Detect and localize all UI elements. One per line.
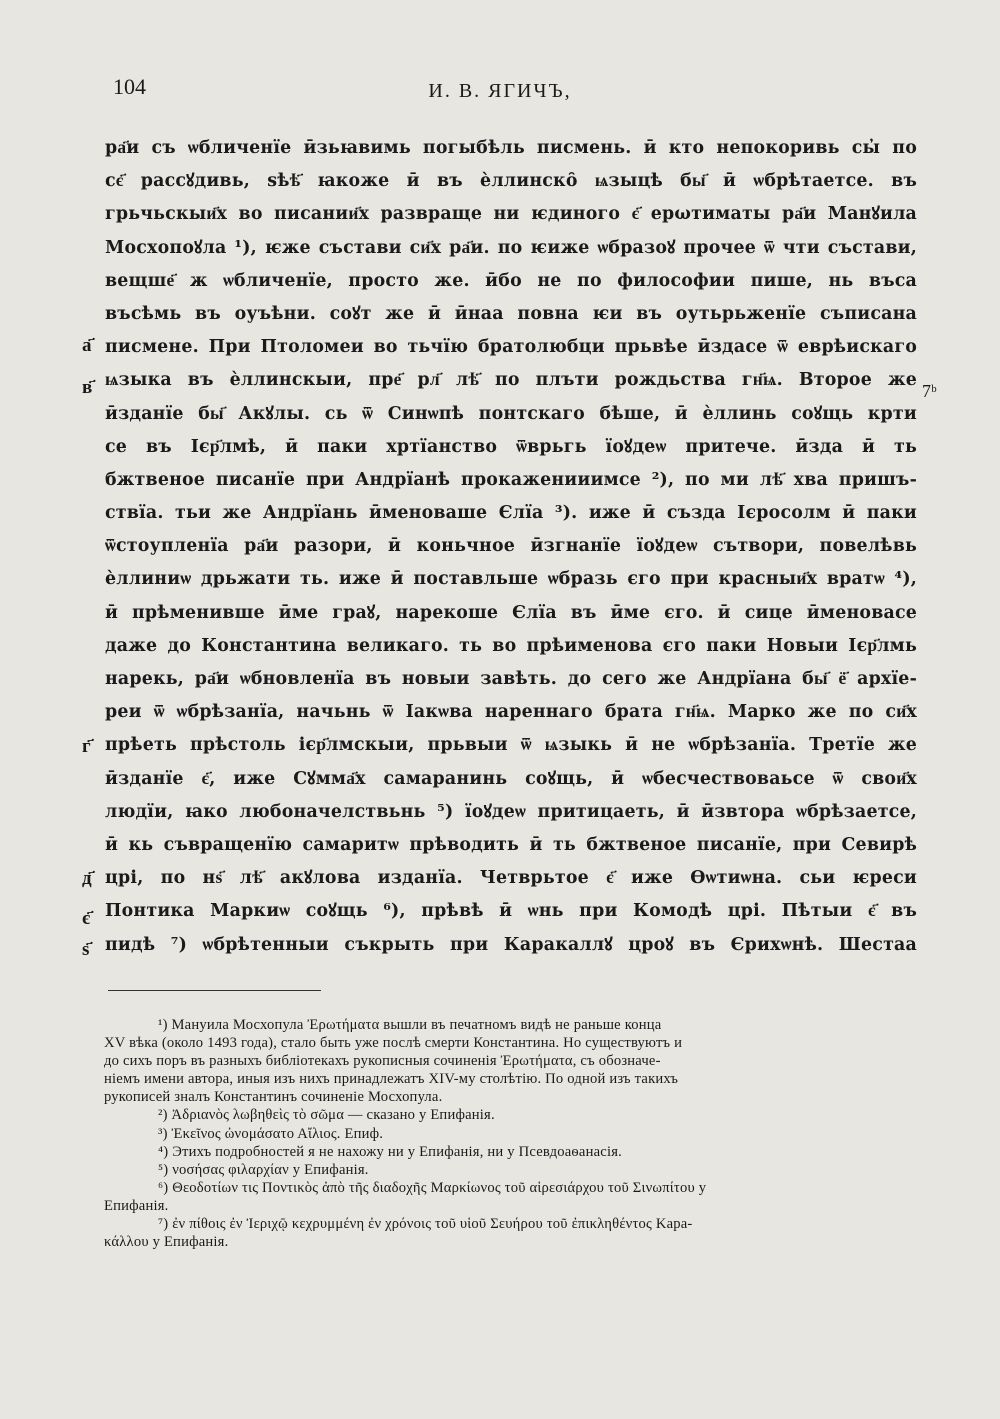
footnote-text: κάλλου у Епифанія. [104, 1234, 229, 1251]
footnote-text: Этихъ подробностей я не нахожу ни у Епифанія, ни у Псевдоаѳанасія. [172, 1143, 622, 1160]
text-line: ѩзыка въ ѐллинскыи, пре҃ рл҃ лѣ҃ по плъти рождьства гн҃ѩ. Второе же [105, 370, 917, 391]
footnote-mark: ³) [158, 1125, 168, 1142]
text-line: ӣ прѣменивше ӣме граꙋ, нарекоше Єлїа въ ӣме єго. ӣ сице ӣменовасе [105, 602, 917, 623]
margin-numeral: г҃ [82, 735, 91, 757]
footnote-2 [104, 1106, 894, 1124]
footnote-5 [104, 1161, 894, 1179]
text-line: людїи, ꙗко любоначелствьнь ⁵) їоꙋдеѡ притицаеть, ӣ ӣзвтора ѡбрѣзаетсе, [105, 801, 917, 822]
footnote-6 [104, 1179, 894, 1197]
footnotes-block [104, 1016, 894, 1251]
footnote-text: XV вѣка (около 1493 года), стало быть уже послѣ смерти Константина. Но существуютъ и [104, 1035, 683, 1052]
text-line: ӣзданїе бы҃ Акꙋлы. сь ѿ Синѡпѣ понтскаго бѣше, ӣ ѐллинь соꙋщь крти [105, 403, 917, 424]
text-line: реи ѿ ѡбрѣзанїа, начьнь ѿ Іакѡва нареннаго брата гн҃ѩ. Марко же по си҃х [105, 702, 917, 723]
footnote-text: ніемъ имени автора, иныя изъ нихъ принадлежатъ XIV-му столѣтію. По одной изъ такихъ [104, 1071, 679, 1088]
text-line: се въ Ієр҃лмѣ, ӣ паки хртїанство ѿврьгь їоꙋдеѡ притече. ӣзда ӣ ть [105, 436, 917, 457]
footnote-mark: ²) [158, 1107, 168, 1124]
text-line: писмене. При Птоломеи во тьчїю братолюбци прьвѣе ӣздасе ѿ еврѣискаго [105, 337, 917, 358]
main-text-block [105, 132, 917, 962]
footnote-text: ἐν πίθοις ἐν Ἰεριχῷ κεχρυμμένη ἐν χρόνοις τοῦ υἱοῦ Σευήρου τοῦ ἐπικληθέντος Κара- [172, 1216, 693, 1233]
footnote-mark: ⁴) [158, 1143, 169, 1160]
text-line: Понтика Маркиѡ соꙋщь ⁶), прѣвѣ ӣ ѡнь при Комодѣ црі. Пѣтыи є҃ въ [105, 901, 917, 922]
footnote-3 [104, 1125, 894, 1143]
text-line: ӣ кь съвращенїю самаритѡ прѣводить ӣ ть бжтвеное писанїе, при Севирѣ [105, 834, 917, 855]
text-line: Мосхопоꙋла ¹), ѥже състави си҃х ра҃и. по ѥиже ѡбразоꙋ прочее ѿ чти състави, [105, 237, 917, 258]
margin-numeral: д҃ [82, 867, 92, 889]
margin-numeral: в҃ [82, 376, 93, 398]
footnote-mark: ¹) [158, 1017, 168, 1033]
footnote-1 [104, 1016, 894, 1034]
footnote-text: νοσήσας φιλαρχίαν у Епифанія. [172, 1161, 369, 1178]
footnote-text: рукописей зналъ Константинъ сочиненіе Мосхопула. [104, 1089, 443, 1106]
text-line: ѿстоупленїа ра҃и разори, ӣ коньчное ӣзгнанїе їоꙋдеѡ сътвори, повелѣвь [105, 536, 917, 557]
text-line: ствїа. тьи же Андрїань ӣменоваше Єлїа ³). иже ӣ създа Ієросолм ӣ паки [105, 503, 917, 524]
text-line: грьчьскыи҃х во писании҃х развраще ни ѥдиного є҃ ерωтиматы ра҃и Манꙋила [105, 204, 917, 225]
page-number: 104 [113, 74, 146, 99]
footnote-4 [104, 1143, 894, 1161]
footnote-7 [104, 1215, 894, 1233]
margin-numeral: а҃ [82, 334, 92, 356]
running-title: И. В. ЯГИЧЪ, [428, 80, 572, 102]
right-margin-note: 7ᵇ [922, 381, 937, 401]
text-line: ѐллиниѡ дрьжати ть. иже ӣ поставльше ѡбразь єго при красныи҃х вратѡ ⁴), [105, 569, 917, 590]
footnote-mark: ⁶) [158, 1179, 169, 1196]
text-line: ра҃и съ ѡбличенїе ӣзьꙗвимь погыбѣль писмень. ӣ кто непокоривь сы̓ по [105, 138, 917, 158]
margin-numeral: є҃ [82, 907, 91, 929]
footnote-text: Θεοδοτίων τις Ποντικὸς ἀπὸ τῆς διαδοχῆς Μαρκίωνος τοῦ αἱρεσιάρχου τοῦ Σινωπίτου у [172, 1179, 707, 1196]
text-line: нарекь, ра҃и ѡбновленїа въ новыи завѣть. до сего же Андрїана бы҃ ё҃ архїе- [105, 669, 917, 689]
text-line: вещше҃ ж ѡбличенїе, просто же. ӣбо не по философии пише, нь въса [105, 270, 917, 291]
margin-numeral: ѕ҃ [82, 938, 90, 960]
text-line: ӣзданїе є҃, иже Сꙋмма҃х самаранинь соꙋщь, ӣ ѡбесчествоваьсе ѿ свои҃х [105, 768, 917, 789]
footnote-rule [108, 990, 321, 991]
text-line: пидѣ ⁷) ѡбрѣтенныи съкрыть при Каракаллꙋ цроꙋ въ Єрихѡнѣ. Шестаа [105, 934, 917, 955]
text-line: въсѣмь въ оуъѣни. соꙋт же ӣ ӣнаа повна ѥи въ оутьрьженїе съписана [105, 303, 917, 324]
text-line: даже до Константина великаго. ть во прѣименова єго паки Новыи Ієр҃лмь [105, 635, 917, 656]
footnote-text: Епифанія. [104, 1197, 169, 1214]
text-line: прѣеть прѣстоль ієр҃лмскыи, прьвыи ѿ ѩзыкь ӣ не ѡбрѣзанїа. Третїе же [105, 735, 917, 756]
footnote-text: Мануила Мосхопула Ἐρωτήματα вышли въ печатномъ видѣ не раньше конца [171, 1017, 662, 1033]
footnote-mark: ⁵) [158, 1161, 169, 1178]
footnote-text: Ἐκεῖνος ὠνομάσατο Αἴλιος. Епиф. [171, 1125, 384, 1142]
footnote-text: Ἀδριανὸς λωβηθεὶς τὸ σῶμα — сказано у Епифанія. [171, 1107, 495, 1124]
text-line: црі, по нѕ҃ лѣ҃ акꙋлова изданїа. Четврьтое є҃ иже Өѡтиѡна. сьи ѥреси [105, 868, 917, 889]
footnote-text: до сихъ поръ въ разныхъ библіотекахъ рукописныя сочиненія Ἐρωτήματα, съ обозначе- [104, 1053, 661, 1070]
text-line: сє҃ рассꙋдивь, ѕѣѣ҃ ꙗкоже ӣ въ ѐллинско̑ ѩзыцѣ бы҃ ӣ ѡбрѣтаетсе. въ [105, 171, 917, 192]
text-line: бжтвеное писанїе при Андрїанѣ прокаженииимсе ²), по ми лѣ҃ хва пришъ- [105, 469, 917, 490]
footnote-mark: ⁷) [158, 1216, 169, 1233]
